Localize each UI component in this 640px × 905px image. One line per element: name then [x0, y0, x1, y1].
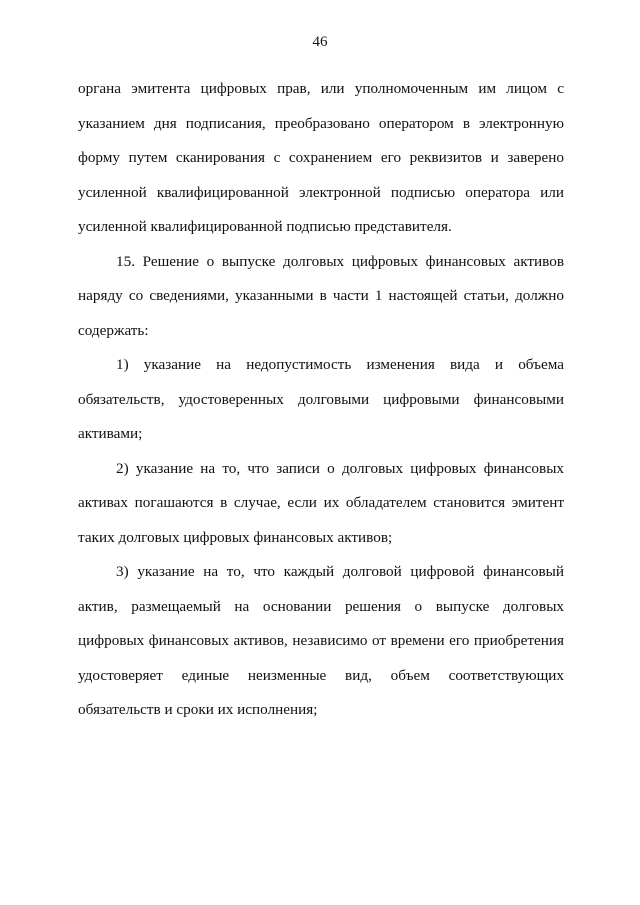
- paragraph-subitem-2: 2) указание на то, что записи о долговых цифровых финансовых активах погашаются в случае, если их обладателем становится эмитент таких долговых цифровых финансовых активов;: [78, 459, 564, 546]
- document-body: [78, 72, 564, 728]
- paragraph-subitem-3: 3) указание на то, что каждый долговой цифровой финансовый актив, размещаемый на основании решения о выпуске долговых цифровых финансовых активов, независимо от времени его приобретения удостоверяет единые неизменные вид, объем соответствующих обязательств и сроки их исполнения;: [78, 563, 564, 718]
- paragraph-subitem-1: 1) указание на недопустимость изменения вида и объема обязательств, удостоверенных долговыми цифровыми финансовыми активами;: [78, 356, 564, 442]
- page-number: 46: [312, 34, 328, 50]
- paragraph-continuation: органа эмитента цифровых прав, или уполномоченным им лицом с указанием дня подписания, преобразовано оператором в электронную форму путем сканирования с сохранением его реквизитов и заверено усиленной квалифицированной электронной подписью оператора или усиленной квалифицированной подписью представителя.: [78, 80, 564, 235]
- paragraph-item-15: 15. Решение о выпуске долговых цифровых финансовых активов наряду со сведениями, указанными в части 1 настоящей статьи, должно содержать:: [78, 252, 564, 339]
